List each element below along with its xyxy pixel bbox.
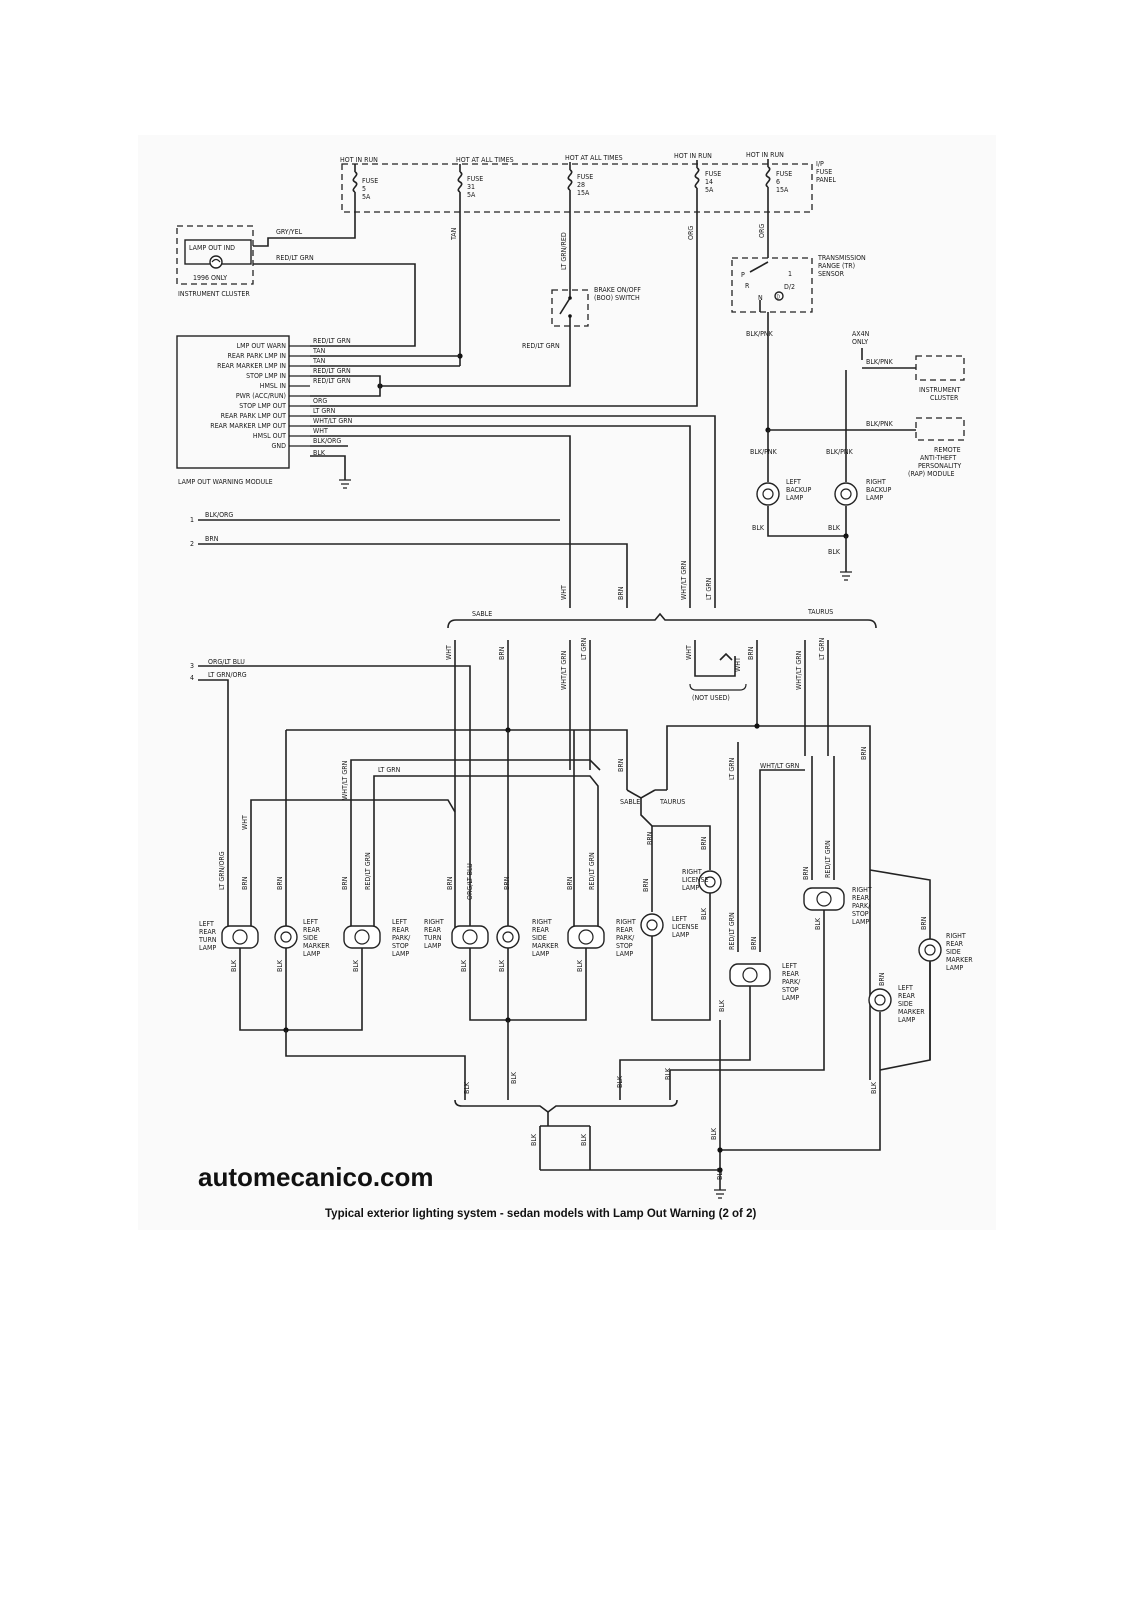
- diagram-caption: Typical exterior lighting system - sedan models with Lamp Out Warning (2 of 2): [325, 1208, 757, 1220]
- fuse-14-amp: 5A: [705, 186, 714, 194]
- left-rear-side-marker-label-2: REAR: [303, 926, 321, 934]
- fuse-panel-label-3: PANEL: [816, 176, 836, 184]
- module-pin-rear-park-lmp-in: REAR PARK LMP IN: [227, 352, 286, 360]
- taurus-right-rear-park-stop-lamp-icon: [804, 888, 844, 910]
- wire-label-org-lt-blu-turn: ORG/LT BLU: [466, 863, 474, 900]
- wire-label-brn-right-turn: BRN: [446, 876, 454, 890]
- connector-3-number: 3: [190, 662, 195, 670]
- fuse-panel-label-2: FUSE: [816, 168, 833, 176]
- wire-label-blk-backup: BLK: [828, 548, 840, 556]
- right-backup-label-1: RIGHT: [866, 478, 886, 486]
- right-backup-label-2: BACKUP: [866, 486, 892, 494]
- sable-label: SABLE: [472, 610, 493, 618]
- wire-label-blk-13: BLK: [616, 1076, 624, 1088]
- wire-label-blk-pnk-tr-1: BLK/PNK: [746, 330, 773, 338]
- module-pin-pwr: PWR (ACC/RUN): [235, 392, 286, 400]
- module-pin-hmsl-out: HMSL OUT: [252, 432, 286, 440]
- module-pin-stop-lmp-in: STOP LMP IN: [246, 372, 286, 380]
- left-backup-label-3: LAMP: [786, 494, 804, 502]
- taurus-left-ps-label-4: STOP: [782, 986, 799, 994]
- fuse-28-amp: 15A: [577, 189, 590, 197]
- fuse-6-amp: 15A: [776, 186, 789, 194]
- right-cluster-label-1: INSTRUMENT: [919, 386, 961, 394]
- fuse-31-number: 31: [467, 183, 476, 191]
- wire-label-blk-1: BLK: [230, 960, 238, 972]
- wire-label-brn-left-license: BRN: [642, 878, 650, 892]
- fuse-28-number: 28: [577, 181, 586, 189]
- right-rear-park-stop-label-5: LAMP: [616, 950, 634, 958]
- fuse-6-word: FUSE: [776, 170, 793, 178]
- tr-position-d2: D/2: [784, 283, 795, 291]
- rap-label-2: ANTI-THEFT: [920, 454, 957, 462]
- wire-label-blk-18: BLK: [716, 1168, 724, 1180]
- right-rear-park-stop-label-1: RIGHT: [616, 918, 636, 926]
- wire-label-org-fuse14: ORG: [687, 225, 695, 240]
- right-rear-side-marker-label-4: MARKER: [532, 942, 559, 950]
- taurus-left-ps-label-1: LEFT: [782, 962, 797, 970]
- tr-position-1: 1: [788, 270, 793, 278]
- hot-label-fuse28: HOT AT ALL TIMES: [565, 154, 623, 162]
- taurus-left-ps-label-5: LAMP: [782, 994, 800, 1002]
- wire-label-red-lt-grn-cluster: RED/LT GRN: [276, 254, 314, 262]
- wire-label-gry-yel: GRY/YEL: [276, 228, 303, 236]
- hot-label-fuse14: HOT IN RUN: [674, 152, 712, 160]
- wire-label-red-lt-grn-taurus-left: RED/LT GRN: [728, 912, 736, 950]
- wire-label-brn-left-turn: BRN: [241, 876, 249, 890]
- module-pin-rear-marker-lmp-in: REAR MARKER LMP IN: [217, 362, 286, 370]
- wire-label-blk-10: BLK: [870, 1082, 878, 1094]
- wire-label-blk-rb: BLK: [828, 524, 840, 532]
- module-pin-gnd: GND: [271, 442, 286, 450]
- wire-label-wht-lt-grn-trunk: WHT/LT GRN: [680, 560, 688, 600]
- wire-label-wht-lt-grn-taurus: WHT/LT GRN: [795, 650, 803, 690]
- taurus-left-rear-park-stop-lamp-icon: [730, 964, 770, 986]
- fuse-panel-label-1: I/P: [816, 160, 824, 168]
- taurus-right-ps-label-3: PARK/: [852, 902, 871, 910]
- wire-label-blk-15: BLK: [530, 1134, 538, 1146]
- fuse-31-word: FUSE: [467, 175, 484, 183]
- left-rear-turn-lamp-icon: [222, 926, 258, 948]
- left-rear-side-marker-label-5: LAMP: [303, 950, 321, 958]
- tr-label-3: SENSOR: [818, 270, 845, 278]
- hot-label-fuse6: HOT IN RUN: [746, 151, 784, 159]
- ax4n-label-2: ONLY: [852, 338, 869, 346]
- left-rear-park-stop-label-2: REAR: [392, 926, 410, 934]
- taurus-right-ps-label-1: RIGHT: [852, 886, 872, 894]
- module-wire-stop-in: RED/LT GRN: [313, 367, 351, 375]
- wire-label-blk-pnk-cluster: BLK/PNK: [866, 358, 893, 366]
- hot-label-fuse5: HOT IN RUN: [340, 156, 378, 164]
- left-rear-park-stop-label-3: PARK/: [392, 934, 411, 942]
- left-rear-park-stop-lamp-icon: [344, 926, 380, 948]
- right-cluster-label-2: CLUSTER: [930, 394, 959, 402]
- module-pin-lmp-out-warn: LMP OUT WARN: [236, 342, 286, 350]
- fuse-14-word: FUSE: [705, 170, 722, 178]
- wire-label-org-fuse6: ORG: [758, 223, 766, 238]
- module-pin-hmsl-in: HMSL IN: [259, 382, 286, 390]
- tr-label-1: TRANSMISSION: [818, 254, 866, 262]
- connector-2-number: 2: [190, 540, 195, 548]
- rap-label-4: (RAP) MODULE: [908, 470, 955, 478]
- wire-label-brn-taurus-right-marker: BRN: [920, 916, 928, 930]
- brand-watermark: automecanico.com: [198, 1162, 434, 1192]
- fuse-5-number: 5: [362, 185, 367, 193]
- tr-label-2: RANGE (TR): [818, 262, 856, 270]
- wire-label-brn-left-marker: BRN: [276, 876, 284, 890]
- wire-label-brn-right-ps: BRN: [566, 876, 574, 890]
- left-rear-side-marker-label-3: SIDE: [303, 934, 318, 942]
- wire-label-lt-grn-trunk: LT GRN: [705, 577, 713, 600]
- wire-label-blk-11: BLK: [463, 1082, 471, 1094]
- wire-label-red-lt-grn-taurus-right: RED/LT GRN: [824, 840, 832, 878]
- wire-label-brn-taurus-right-ps: BRN: [802, 866, 810, 880]
- lamp-out-indicator-label: LAMP OUT IND: [189, 244, 236, 252]
- wire-label-lt-grn-taurus-left: LT GRN: [728, 757, 736, 780]
- taurus-right-ps-label-2: REAR: [852, 894, 870, 902]
- wire-label-blk-4: BLK: [460, 960, 468, 972]
- right-rear-side-marker-lamp-icon: [497, 926, 519, 948]
- wire-label-blk-7: BLK: [700, 908, 708, 920]
- left-rear-side-marker-label-4: MARKER: [303, 942, 330, 950]
- module-pin-stop-lmp-out: STOP LMP OUT: [239, 402, 286, 410]
- wire-label-brn-right-license: BRN: [700, 836, 708, 850]
- wire-label-brn-trunk: BRN: [617, 586, 625, 600]
- module-title: LAMP OUT WARNING MODULE: [178, 478, 273, 486]
- left-backup-label-2: BACKUP: [786, 486, 812, 494]
- connector-4-wire: LT GRN/ORG: [208, 671, 247, 679]
- wire-label-blk-2: BLK: [276, 960, 284, 972]
- left-rear-side-marker-label-1: LEFT: [303, 918, 318, 926]
- fuse-14-number: 14: [705, 178, 714, 186]
- module-pin-rear-marker-lmp-out: REAR MARKER LMP OUT: [210, 422, 286, 430]
- wire-label-brn-taurus-left-marker: BRN: [878, 972, 886, 986]
- wire-label-blk-5: BLK: [498, 960, 506, 972]
- wire-label-brn-split: BRN: [617, 758, 625, 772]
- right-rear-turn-label-4: LAMP: [424, 942, 442, 950]
- right-license-lamp: [682, 868, 721, 893]
- wire-label-tan: TAN: [450, 227, 458, 240]
- left-backup-lamp-icon: [757, 483, 779, 505]
- wire-label-red-lt-grn-brake: RED/LT GRN: [522, 342, 560, 350]
- wire-label-blk-9: BLK: [814, 918, 822, 930]
- left-license-label-2: LICENSE: [672, 923, 699, 931]
- right-rear-park-stop-label-4: STOP: [616, 942, 633, 950]
- wire-label-lt-grn-org-turn: LT GRN/ORG: [218, 851, 226, 890]
- connector-1-number: 1: [190, 516, 195, 524]
- wire-label-blk-8: BLK: [718, 1000, 726, 1012]
- wire-label-wht-sable: WHT: [445, 645, 453, 660]
- wire-label-blk-pnk-rb-1: BLK/PNK: [826, 448, 853, 456]
- wire-label-lt-grn-red: LT GRN/RED: [560, 232, 568, 270]
- instrument-cluster-title: INSTRUMENT CLUSTER: [178, 290, 250, 298]
- tr-position-r: R: [745, 282, 750, 290]
- wire-label-blk-12: BLK: [510, 1072, 518, 1084]
- wire-label-wht-not-used-2: WHT: [734, 657, 742, 672]
- taurus-left-rear-side-marker-lamp-icon: [869, 989, 891, 1011]
- taurus-right-marker-label-2: REAR: [946, 940, 964, 948]
- hot-label-fuse31: HOT AT ALL TIMES: [456, 156, 514, 164]
- connector-4-number: 4: [190, 674, 195, 682]
- right-license-label-1: RIGHT: [682, 868, 702, 876]
- left-license-lamp-icon: [641, 914, 663, 936]
- fuse-31-amp: 5A: [467, 191, 476, 199]
- left-rear-turn-label-2: REAR: [199, 928, 217, 936]
- rap-label-3: PERSONALITY: [918, 462, 962, 470]
- wire-label-lt-grn-left: LT GRN: [378, 766, 401, 774]
- taurus-right-marker-label-1: RIGHT: [946, 932, 966, 940]
- rap-label-1: REMOTE: [934, 446, 961, 454]
- fuse-5-word: FUSE: [362, 177, 379, 185]
- split-taurus-label: TAURUS: [660, 798, 686, 806]
- taurus-left-marker-label-2: REAR: [898, 992, 916, 1000]
- lamp-out-indicator-bulb-icon: [210, 256, 222, 268]
- wire-label-blk-lb: BLK: [752, 524, 764, 532]
- right-rear-park-stop-label-3: PARK/: [616, 934, 635, 942]
- module-wire-gnd: BLK: [313, 449, 325, 457]
- right-rear-side-marker-label-1: RIGHT: [532, 918, 552, 926]
- wire-label-red-lt-grn-left-ps: RED/LT GRN: [364, 852, 372, 890]
- taurus-left-ps-label-3: PARK/: [782, 978, 801, 986]
- wire-label-blk-16: BLK: [580, 1134, 588, 1146]
- taurus-left-marker-label-5: LAMP: [898, 1016, 916, 1024]
- taurus-right-marker-label-5: LAMP: [946, 964, 964, 972]
- module-wire-pwr: ORG: [313, 397, 328, 405]
- left-rear-turn-label-4: LAMP: [199, 944, 217, 952]
- tr-position-d: D: [776, 294, 780, 301]
- wire-label-blk-17: BLK: [710, 1128, 718, 1140]
- left-rear-park-stop-label-4: STOP: [392, 942, 409, 950]
- module-wire-rear-marker-out: WHT: [313, 427, 328, 435]
- taurus-right-marker-label-4: MARKER: [946, 956, 973, 964]
- wire-label-wht-not-used-1: WHT: [685, 645, 693, 660]
- taurus-right-rear-side-marker-lamp-icon: [919, 939, 941, 961]
- splice-brn-taurus: [754, 723, 759, 728]
- right-backup-lamp-icon: [835, 483, 857, 505]
- fuse-6-number: 6: [776, 178, 781, 186]
- taurus-left-ps-label-2: REAR: [782, 970, 800, 978]
- wire-label-blk-14: BLK: [664, 1068, 672, 1080]
- right-license-label-2: LICENSE: [682, 876, 709, 884]
- wire-label-wht-trunk: WHT: [560, 585, 568, 600]
- module-wire-rear-park-in: TAN: [313, 347, 326, 355]
- right-rear-turn-lamp-icon: [452, 926, 488, 948]
- right-rear-side-marker-label-5: LAMP: [532, 950, 550, 958]
- cluster-year-note: 1996 ONLY: [193, 274, 228, 282]
- left-license-label-3: LAMP: [672, 931, 690, 939]
- right-rear-park-stop-label-2: REAR: [616, 926, 634, 934]
- wire-label-brn-taurus-left-ps: BRN: [750, 936, 758, 950]
- module-wire-lmp-out-warn: RED/LT GRN: [313, 337, 351, 345]
- wire-label-wht-lt-grn-sable: WHT/LT GRN: [560, 650, 568, 690]
- wire-label-wht-lt-grn-taurus-top: WHT/LT GRN: [760, 762, 800, 770]
- right-rear-side-marker-label-3: SIDE: [532, 934, 547, 942]
- taurus-left-marker-label-3: SIDE: [898, 1000, 913, 1008]
- wire-label-blk-pnk-rap: BLK/PNK: [866, 420, 893, 428]
- brake-switch-label-2: (BOO) SWITCH: [594, 294, 640, 302]
- module-wire-stop-out: LT GRN: [313, 407, 336, 415]
- left-rear-turn-label-3: TURN: [199, 936, 217, 944]
- wire-label-red-lt-grn-right-ps: RED/LT GRN: [588, 852, 596, 890]
- wire-label-brn-sable: BRN: [498, 646, 506, 660]
- taurus-right-marker-label-3: SIDE: [946, 948, 961, 956]
- wire-label-blk-6: BLK: [576, 960, 584, 972]
- wire-label-brn-taurus: BRN: [747, 646, 755, 660]
- module-wire-rear-marker-in: TAN: [313, 357, 326, 365]
- wire-label-lt-grn-sable: LT GRN: [580, 637, 588, 660]
- taurus-right-ps-label-4: STOP: [852, 910, 869, 918]
- wire-label-blk-3: BLK: [352, 960, 360, 972]
- right-backup-label-3: LAMP: [866, 494, 884, 502]
- module-wire-hmsl-in: RED/LT GRN: [313, 377, 351, 385]
- ax4n-label-1: AX4N: [852, 330, 870, 338]
- wire-label-brn-license: BRN: [646, 831, 654, 845]
- wire-label-brn-taurus-marker: BRN: [860, 746, 868, 760]
- taurus-right-ps-label-5: LAMP: [852, 918, 870, 926]
- wire-label-brn-left-ps: BRN: [341, 876, 349, 890]
- module-wire-rear-park-out: WHT/LT GRN: [313, 417, 353, 425]
- left-license-label-1: LEFT: [672, 915, 687, 923]
- right-rear-park-stop-lamp-icon: [568, 926, 604, 948]
- wire-label-wht-marker-feed: WHT: [241, 815, 249, 830]
- wire-label-wht-lt-grn-left: WHT/LT GRN: [341, 760, 349, 800]
- wire-label-blk-pnk-lb-1: BLK/PNK: [750, 448, 777, 456]
- connector-3-wire: ORG/LT BLU: [208, 658, 245, 666]
- brake-switch-label-1: BRAKE ON/OFF: [594, 286, 641, 294]
- tr-position-p: P: [741, 271, 745, 279]
- taurus-label: TAURUS: [808, 608, 834, 616]
- left-rear-park-stop-label-1: LEFT: [392, 918, 407, 926]
- left-rear-park-stop-label-5: LAMP: [392, 950, 410, 958]
- split-sable-label: SABLE: [620, 798, 641, 806]
- module-pin-rear-park-lmp-out: REAR PARK LMP OUT: [220, 412, 286, 420]
- not-used-label: (NOT USED): [692, 694, 730, 702]
- left-rear-turn-label-1: LEFT: [199, 920, 214, 928]
- left-backup-label-1: LEFT: [786, 478, 801, 486]
- right-rear-side-marker-label-2: REAR: [532, 926, 550, 934]
- fuse-5-amp: 5A: [362, 193, 371, 201]
- fuse-28-word: FUSE: [577, 173, 594, 181]
- taurus-left-marker-label-1: LEFT: [898, 984, 913, 992]
- module-wire-hmsl-out: BLK/ORG: [313, 437, 342, 445]
- tr-position-n: N: [758, 294, 763, 302]
- right-rear-turn-label-1: RIGHT: [424, 918, 444, 926]
- connector-2-wire: BRN: [205, 535, 219, 543]
- right-rear-turn-label-2: REAR: [424, 926, 442, 934]
- taurus-left-marker-label-4: MARKER: [898, 1008, 925, 1016]
- right-license-label-3: LAMP: [682, 884, 700, 892]
- wire-label-brn-right-marker: BRN: [503, 876, 511, 890]
- right-rear-turn-label-3: TURN: [424, 934, 442, 942]
- left-rear-side-marker-lamp-icon: [275, 926, 297, 948]
- wire-label-lt-grn-taurus: LT GRN: [818, 637, 826, 660]
- connector-1-wire: BLK/ORG: [205, 511, 234, 519]
